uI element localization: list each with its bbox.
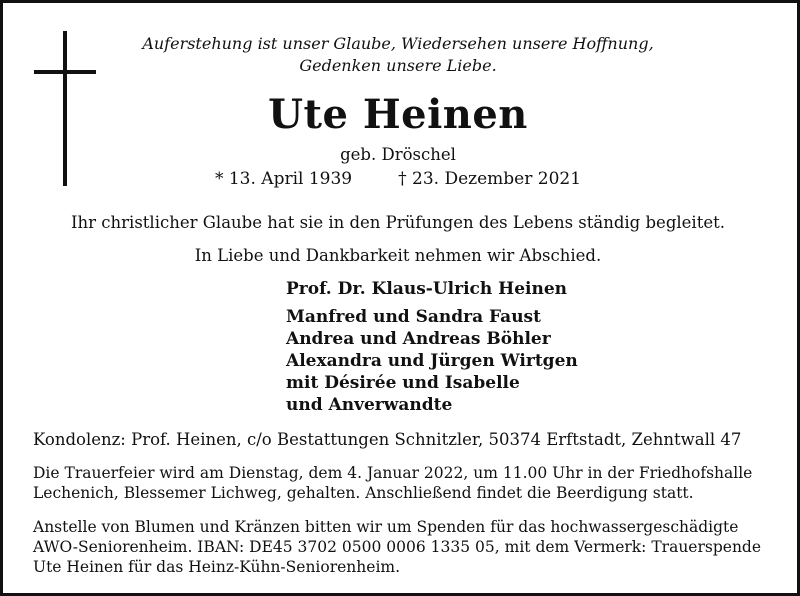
funeral-line-1: Die Trauerfeier wird am Dienstag, dem 4. Januar 2022, um 11.00 Uhr in der Friedhofshalle <box>33 464 753 482</box>
family-member: mit Désirée und Isabelle <box>286 373 520 393</box>
family-member: Manfred und Sandra Faust <box>286 307 541 327</box>
motto-line-1: Auferstehung ist unser Glaube, Wiedersehen unsere Hoffnung, <box>142 34 654 53</box>
donation-line-3: Ute Heinen für das Heinz-Kühn-Seniorenheim. <box>33 558 401 576</box>
life-dates <box>3 169 793 189</box>
family-member-first: Prof. Dr. Klaus-Ulrich Heinen <box>286 279 568 299</box>
farewell-line: In Liebe und Dankbarkeit nehmen wir Abschied. <box>194 246 602 265</box>
donation-line-2: AWO-Seniorenheim. IBAN: DE45 3702 0500 0006 1335 05, mit dem Vermerk: Trauerspende <box>33 538 762 556</box>
family-member: Andrea und Andreas Böhler <box>286 329 551 349</box>
family-member: und Anverwandte <box>286 395 453 415</box>
deceased-name: Ute Heinen <box>268 91 528 138</box>
family-member: Alexandra und Jürgen Wirtgen <box>286 351 578 371</box>
maiden-name: geb. Dröschel <box>340 145 456 164</box>
death-date: † 23. Dezember 2021 <box>398 169 582 189</box>
birth-date: * 13. April 1939 <box>214 169 353 189</box>
condolence-address: Kondolenz: Prof. Heinen, c/o Bestattungen Schnitzler, 50374 Erftstadt, Zehntwall 47 <box>33 430 742 449</box>
faith-line: Ihr christlicher Glaube hat sie in den Prüfungen des Lebens ständig begleitet. <box>71 213 725 232</box>
donation-line-1: Anstelle von Blumen und Kränzen bitten wir um Spenden für das hochwassergeschädigte <box>33 518 739 536</box>
funeral-line-2: Lechenich, Blessemer Lichweg, gehalten. Anschließend findet die Beerdigung statt. <box>33 484 694 502</box>
motto-line-2: Gedenken unsere Liebe. <box>299 56 497 75</box>
